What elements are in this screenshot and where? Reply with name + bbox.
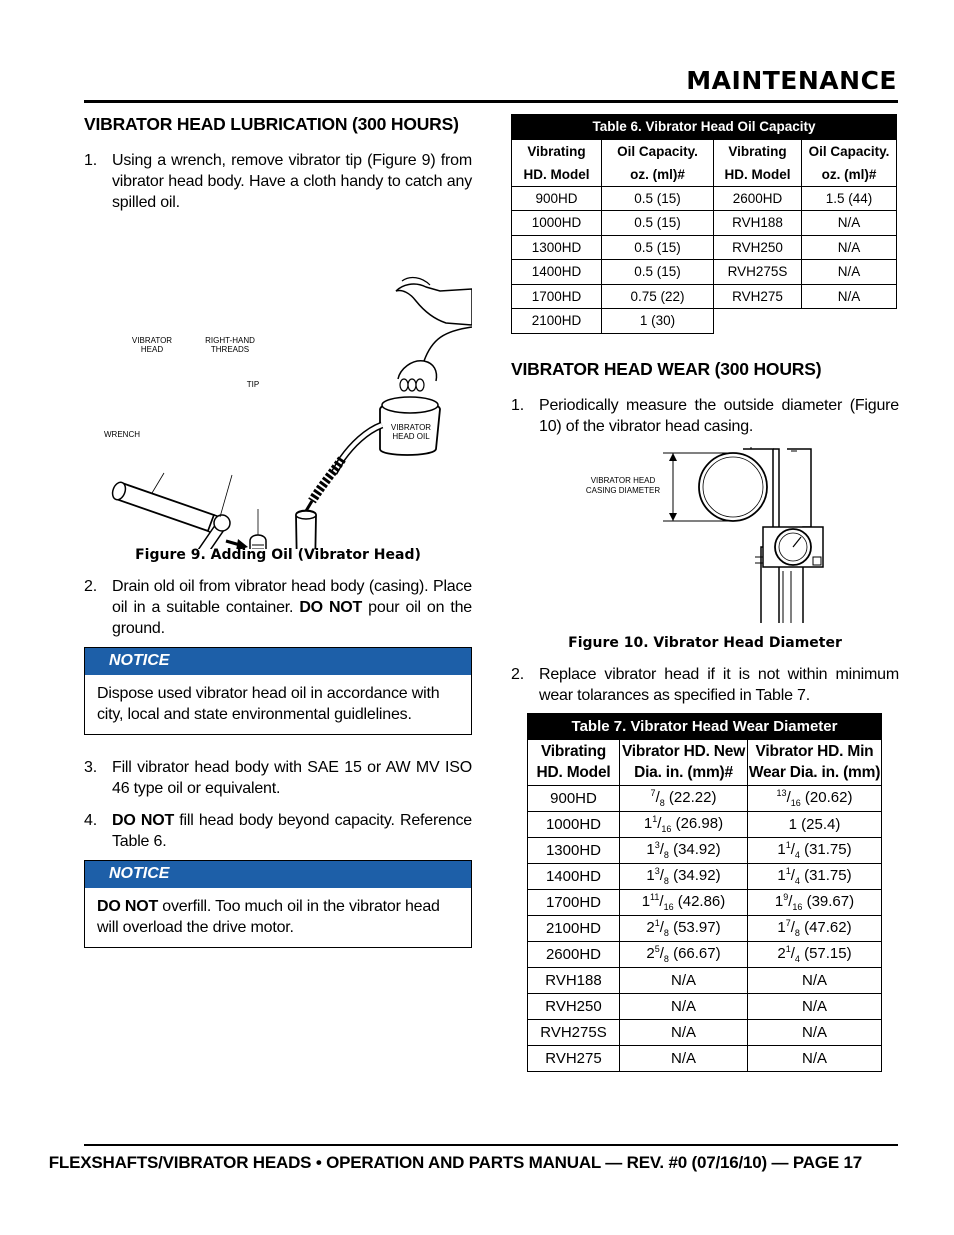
lubrication-step-2 xyxy=(84,576,472,639)
table-6-header: Vibrating HD. Model xyxy=(714,139,802,186)
table-row: 1400HD 0.5 (15) RVH275S N/A xyxy=(512,260,897,285)
new-diameter-cell: $1^3/_8$ (34.92) xyxy=(620,837,748,863)
table-row xyxy=(528,811,882,837)
step-number: 2. xyxy=(84,578,97,595)
table-6-header: Oil Capacity. oz. (ml)# xyxy=(802,139,897,186)
footer-rule xyxy=(84,1144,898,1146)
new-diameter-cell: N/A xyxy=(620,967,748,993)
notice-text: Dispose used vibrator head oil in accordance with city, local and state environmental guidlelines. xyxy=(97,685,440,723)
wear-step-1 xyxy=(511,395,899,437)
model-cell: 2100HD xyxy=(528,915,620,941)
model-cell: RVH250 xyxy=(528,993,620,1019)
model-cell: RVH275 xyxy=(528,1045,620,1071)
notice-box-dispose xyxy=(84,647,472,735)
step-number: 1. xyxy=(84,152,97,169)
notice-text: DO NOT overfill. Too much oil in the vibrator head will overload the drive motor. xyxy=(97,898,440,936)
table-row: 1000HD 0.5 (15) RVH188 N/A xyxy=(512,211,897,236)
wear-heading: VIBRATOR HEAD WEAR (300 HOURS) xyxy=(511,358,822,379)
min-diameter-cell: N/A xyxy=(748,967,882,993)
page-footer: FLEXSHAFTS/VIBRATOR HEADS • OPERATION AND PARTS MANUAL — REV. #0 (07/16/10) — PAGE 17 xyxy=(48,1153,862,1172)
figure-10-illustration xyxy=(511,447,899,627)
step-text: Fill vibrator head body with SAE 15 or AW MV ISO 46 type oil or equivalent. xyxy=(112,759,472,797)
table-row xyxy=(528,993,882,1019)
left-column xyxy=(84,114,472,948)
notice-box-overfill xyxy=(84,860,472,948)
new-diameter-cell: N/A xyxy=(620,1019,748,1045)
table-7-header: Vibrator HD. New Dia. in. (mm)# xyxy=(620,739,748,785)
figure-9-caption: Figure 9. Adding Oil (Vibrator Head) xyxy=(135,547,421,563)
oil-label-line-1: VIBRATOR xyxy=(390,423,432,432)
new-diameter-cell: $1^1/_{16}$ (26.98) xyxy=(620,811,748,837)
new-diameter-cell: $1^{11}/_{16}$ (42.86) xyxy=(620,889,748,915)
table-row xyxy=(528,863,882,889)
model-cell: RVH275S xyxy=(528,1019,620,1045)
table-row xyxy=(528,785,882,811)
wear-step-2 xyxy=(511,664,899,706)
notice-title: NOTICE xyxy=(85,861,471,888)
table-row xyxy=(528,1045,882,1071)
table-6-header: Oil Capacity. oz. (ml)# xyxy=(602,139,714,186)
min-diameter-cell: $1^1/_4$ (31.75) xyxy=(748,837,882,863)
new-diameter-cell: N/A xyxy=(620,993,748,1019)
lubrication-heading: VIBRATOR HEAD LUBRICATION (300 HOURS) xyxy=(84,114,459,134)
new-diameter-cell: $2^1/_8$ (53.97) xyxy=(620,915,748,941)
table-7-title: Table 7. Vibrator Head Wear Diameter xyxy=(528,713,882,739)
min-diameter-cell: $^{13}/_{16}$ (20.62) xyxy=(748,785,882,811)
label-threads-1: RIGHT-HAND xyxy=(205,336,255,345)
table-7-wear-diameter xyxy=(527,713,882,1072)
label-wrench: WRENCH xyxy=(104,430,140,439)
figure-10-caption: Figure 10. Vibrator Head Diameter xyxy=(568,634,842,651)
table-row: 1700HD 0.75 (22) RVH275 N/A xyxy=(512,284,897,309)
min-diameter-cell: $1^9/_{16}$ (39.67) xyxy=(748,889,882,915)
min-diameter-cell: $2^1/_4$ (57.15) xyxy=(748,941,882,967)
step-number: 3. xyxy=(84,759,97,776)
table-row xyxy=(528,837,882,863)
model-cell: 2600HD xyxy=(528,941,620,967)
new-diameter-cell: N/A xyxy=(620,1045,748,1071)
table-row xyxy=(528,1019,882,1045)
table-row: 2100HD 1 (30) xyxy=(512,309,897,334)
table-7-header: Vibrator HD. Min Wear Dia. in. (mm) xyxy=(748,739,882,785)
new-diameter-cell: $1^3/_8$ (34.92) xyxy=(620,863,748,889)
min-diameter-cell: 1 (25.4) xyxy=(748,811,882,837)
figure-10-label-line-2: CASING DIAMETER xyxy=(585,485,661,495)
page-title: MAINTENANCE xyxy=(686,66,897,95)
table-row: 1300HD 0.5 (15) RVH250 N/A xyxy=(512,235,897,260)
min-diameter-cell: $1^1/_4$ (31.75) xyxy=(748,863,882,889)
model-cell: RVH188 xyxy=(528,967,620,993)
step-text: Drain old oil from vibrator head body (casing). Place oil in a suitable container. DO NOT pour oil on the ground. xyxy=(112,578,472,637)
step-text: Using a wrench, remove vibrator tip (Figure 9) from vibrator head body. Have a cloth handy to catch any spilled oil. xyxy=(112,152,472,211)
model-cell: 1000HD xyxy=(528,811,620,837)
step-number: 2. xyxy=(511,665,524,683)
model-cell: 1700HD xyxy=(528,889,620,915)
right-column xyxy=(511,114,899,1072)
table-7-header: Vibrating HD. Model xyxy=(528,739,620,785)
min-diameter-cell: N/A xyxy=(748,993,882,1019)
model-cell: 1400HD xyxy=(528,863,620,889)
step-text: Replace vibrator head if it is not within minimum wear tolarances as specified in Table 7. xyxy=(539,665,899,704)
new-diameter-cell: $2^5/_8$ (66.67) xyxy=(620,941,748,967)
oil-label-line-2: HEAD OIL xyxy=(392,432,430,441)
label-threads-2: THREADS xyxy=(210,345,250,354)
table-row xyxy=(528,915,882,941)
min-diameter-cell: $1^7/_8$ (47.62) xyxy=(748,915,882,941)
label-tip: TIP xyxy=(246,380,260,389)
header-rule xyxy=(84,100,898,103)
table-row xyxy=(528,889,882,915)
table-6-header: Vibrating HD. Model xyxy=(512,139,602,186)
label-vibrator-head-1: VIBRATOR xyxy=(131,336,173,345)
step-text: DO NOT fill head body beyond capacity. Reference Table 6. xyxy=(112,812,472,850)
label-vibrator-head-2: HEAD xyxy=(140,345,164,354)
lubrication-step-3 xyxy=(84,757,472,799)
min-diameter-cell: N/A xyxy=(748,1045,882,1071)
figure-10-label-line-1: VIBRATOR HEAD xyxy=(590,475,656,485)
new-diameter-cell: $^7/_8$ (22.22) xyxy=(620,785,748,811)
min-diameter-cell: N/A xyxy=(748,1019,882,1045)
step-text: Periodically measure the outside diameter (Figure 10) of the vibrator head casing. xyxy=(539,396,899,435)
model-cell: 1300HD xyxy=(528,837,620,863)
figure-9-illustration xyxy=(84,219,472,549)
step-number: 4. xyxy=(84,812,97,829)
table-6-oil-capacity xyxy=(511,114,897,334)
table-6-title: Table 6. Vibrator Head Oil Capacity xyxy=(512,115,897,140)
lubrication-step-4 xyxy=(84,810,472,852)
table-row xyxy=(528,941,882,967)
step-number: 1. xyxy=(511,396,524,414)
notice-title: NOTICE xyxy=(85,648,471,675)
model-cell: 900HD xyxy=(528,785,620,811)
lubrication-step-1 xyxy=(84,150,472,213)
table-row xyxy=(528,967,882,993)
table-row: 900HD 0.5 (15) 2600HD 1.5 (44) xyxy=(512,186,897,211)
